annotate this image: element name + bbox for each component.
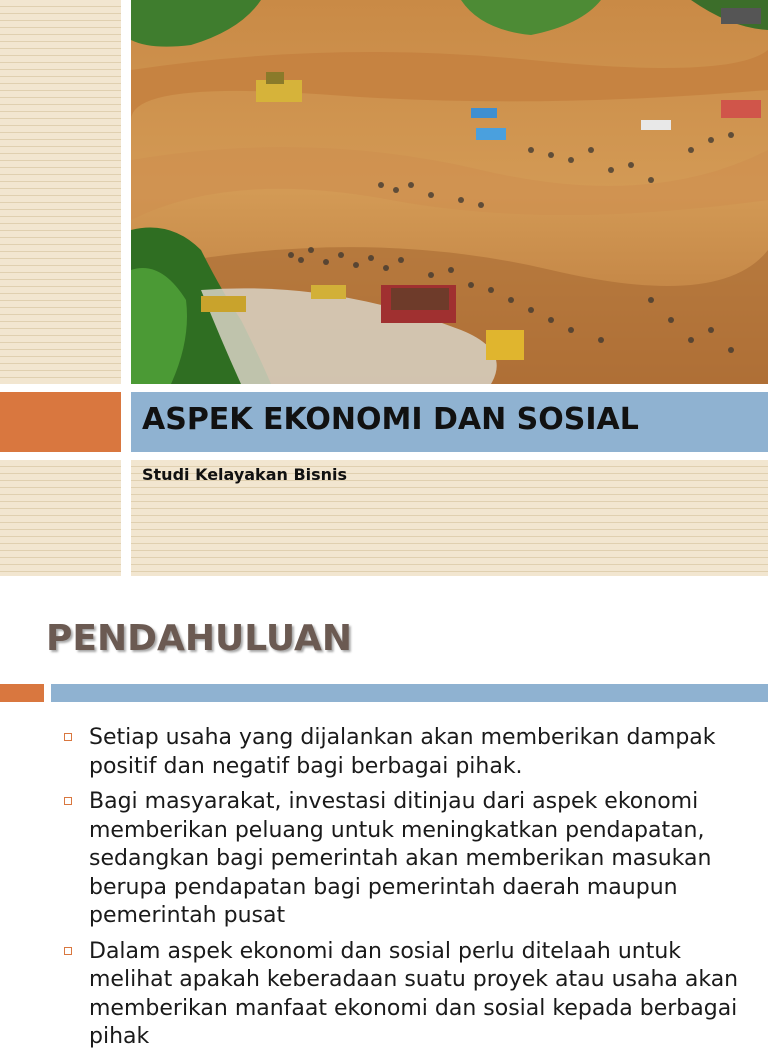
slide-title: ASPEK EKONOMI DAN SOSIAL bbox=[142, 402, 639, 437]
mining-site-photo bbox=[131, 0, 768, 384]
decor-tile-top-left bbox=[0, 0, 121, 384]
divider-bar-orange bbox=[0, 684, 44, 702]
divider-bar-blue bbox=[51, 684, 768, 702]
bullet-text: Dalam aspek ekonomi dan sosial perlu ditelaah untuk melihat apakah keberadaan suatu proyek atau usaha akan memberikan manfaat ekonomi dan sosial kepada berbagai pihak bbox=[89, 938, 739, 1049]
bullet-text: Bagi masyarakat, investasi ditinjau dari aspek ekonomi memberikan peluang untuk meningkatkan pendapatan, sedangkan bagi pemerintah akan memberikan masukan berupa pendapatan bagi pemerintah daerah maupun pemerintah pusat bbox=[89, 789, 712, 928]
list-item bbox=[60, 938, 750, 1052]
slide-subtitle: Studi Kelayakan Bisnis bbox=[142, 465, 348, 484]
accent-block-orange bbox=[0, 392, 121, 452]
square-bullet-icon bbox=[64, 947, 72, 955]
content-slide bbox=[0, 576, 768, 1049]
square-bullet-icon bbox=[64, 733, 72, 741]
bullet-list bbox=[60, 724, 750, 1059]
bullet-text: Setiap usaha yang dijalankan akan memberikan dampak positif dan negatif bagi berbagai pihak. bbox=[89, 725, 716, 779]
decor-tile-bottom-left bbox=[0, 460, 121, 576]
list-item bbox=[60, 724, 750, 781]
list-item bbox=[60, 788, 750, 931]
square-bullet-icon bbox=[64, 797, 72, 805]
slide-heading: PENDAHULUAN bbox=[46, 618, 352, 659]
